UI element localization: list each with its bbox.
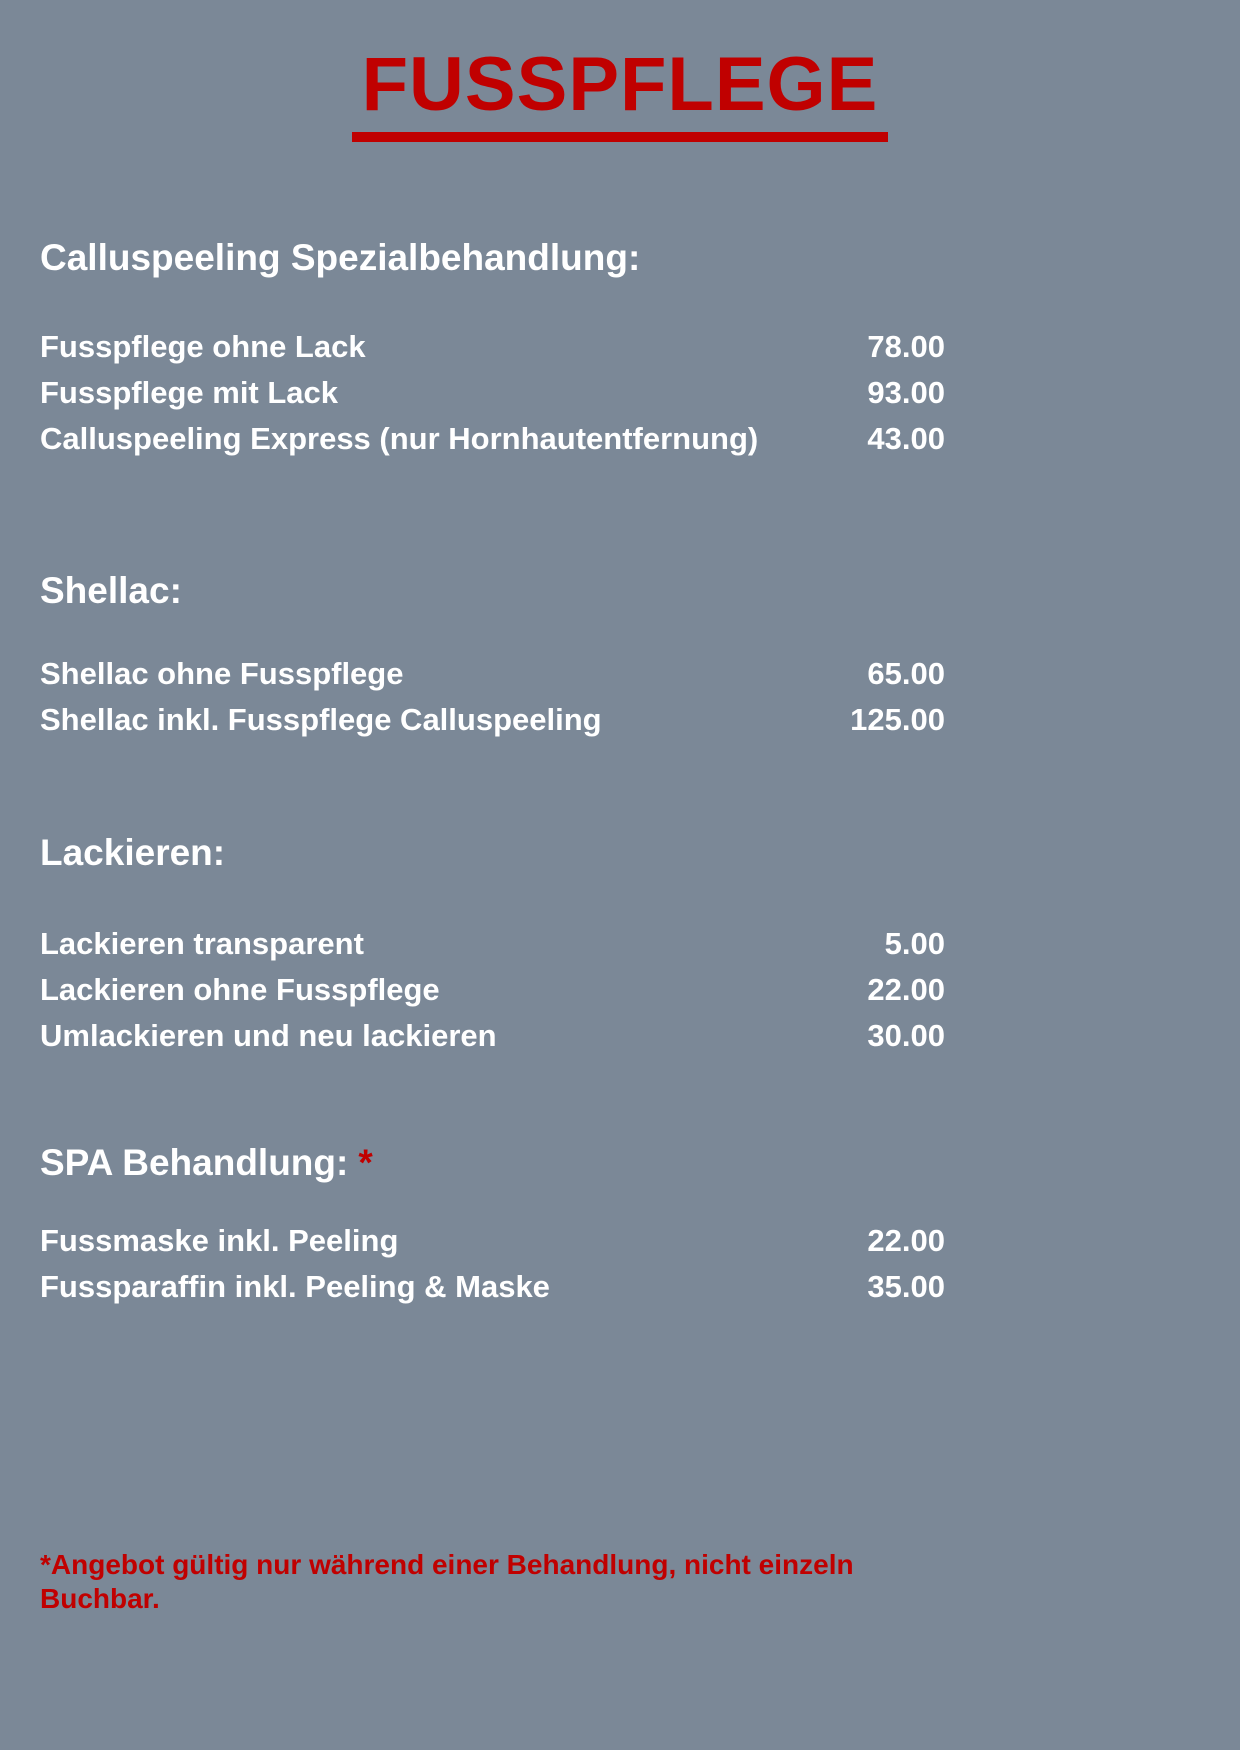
service-label: Shellac inkl. Fusspflege Calluspeeling	[40, 702, 602, 737]
section-rows	[40, 324, 945, 462]
service-price: 93.00	[867, 375, 945, 410]
service-price: 125.00	[850, 702, 945, 737]
section-rows	[40, 921, 945, 1059]
service-label: Calluspeeling Express (nur Hornhautentfernung)	[40, 421, 759, 456]
section-header: Lackieren:	[40, 832, 226, 873]
section-shellac	[40, 569, 945, 743]
service-label: Fusspflege ohne Lack	[40, 329, 366, 364]
spa-asterisk: *	[358, 1142, 373, 1183]
service-price: 22.00	[867, 972, 945, 1007]
price-row	[40, 697, 945, 743]
title-wrap	[0, 0, 1240, 142]
section-header-text: SPA Behandlung:	[40, 1142, 349, 1183]
service-price: 78.00	[867, 329, 945, 364]
service-price: 30.00	[867, 1018, 945, 1053]
section-calluspeeling	[40, 236, 945, 462]
section-lackieren	[40, 831, 945, 1059]
price-row	[40, 1218, 945, 1264]
price-row	[40, 921, 945, 967]
footnote: *Angebot gültig nur während einer Behandlung, nicht einzeln Buchbar.	[40, 1549, 854, 1614]
section-header	[40, 1141, 945, 1185]
service-label: Fussmaske inkl. Peeling	[40, 1223, 399, 1258]
service-price: 65.00	[867, 656, 945, 691]
section-rows	[40, 1218, 945, 1310]
price-row	[40, 324, 945, 370]
service-label: Shellac ohne Fusspflege	[40, 656, 404, 691]
content-column	[0, 236, 945, 1616]
price-row	[40, 1013, 945, 1059]
service-label: Fusspflege mit Lack	[40, 375, 339, 410]
price-row	[40, 1264, 945, 1310]
service-label: Lackieren ohne Fusspflege	[40, 972, 440, 1007]
section-header: Calluspeeling Spezialbehandlung:	[40, 237, 641, 278]
price-row	[40, 651, 945, 697]
price-row	[40, 967, 945, 1013]
service-label: Fussparaffin inkl. Peeling & Maske	[40, 1269, 550, 1304]
section-spa	[40, 1141, 945, 1310]
section-rows	[40, 651, 945, 743]
page-title: FUSSPFLEGE	[352, 42, 889, 142]
service-price: 43.00	[867, 421, 945, 456]
service-price: 5.00	[884, 926, 945, 961]
section-header: Shellac:	[40, 570, 182, 611]
service-price: 35.00	[867, 1269, 945, 1304]
service-label: Umlackieren und neu lackieren	[40, 1018, 497, 1053]
price-row	[40, 370, 945, 416]
price-row	[40, 416, 945, 462]
service-label: Lackieren transparent	[40, 926, 364, 961]
service-price: 22.00	[867, 1223, 945, 1258]
